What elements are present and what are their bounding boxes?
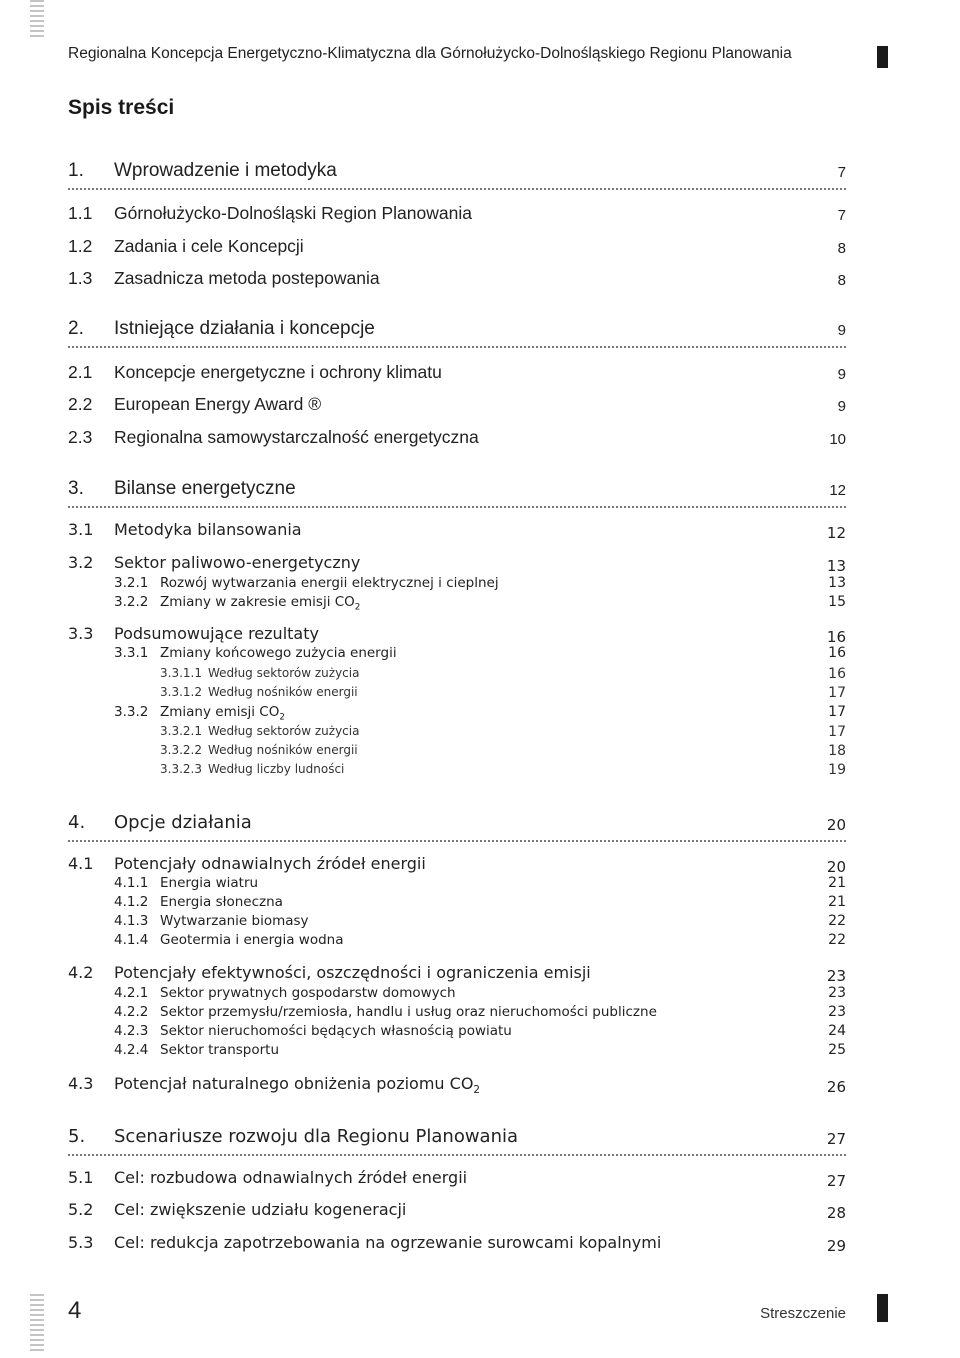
toc-entry-number: 3.2.2 (114, 594, 149, 610)
toc-entry-label: Cel: zwiększenie udziału kogeneracji (114, 1200, 407, 1219)
toc-entry-label: Wytwarzanie biomasy (160, 913, 309, 929)
toc-entry-number: 3.3.1.1 (160, 666, 202, 680)
toc-entry-label: Zmiany końcowego zużycia energii (160, 645, 397, 661)
toc-entry-page: 24 (828, 1023, 846, 1039)
toc-entry-number: 1.2 (68, 236, 93, 256)
toc-entry-number: 1.1 (68, 203, 93, 223)
toc-entry-label: Potencjał naturalnego obniżenia poziomu $CO_2$ (114, 1074, 481, 1097)
toc-entry[interactable] (68, 553, 846, 577)
toc-entry-label: Podsumowujące rezultaty (114, 624, 319, 643)
toc-entry-page: 13 (826, 557, 846, 575)
toc-entry-page: 22 (828, 913, 846, 929)
toc-entry-page: 15 (828, 594, 846, 610)
toc-entry-page: 29 (826, 1237, 846, 1255)
toc-entry[interactable] (68, 724, 846, 742)
toc-title: Spis treści (68, 96, 175, 119)
toc-entry-page: 10 (829, 431, 846, 448)
toc-entry-number: 4.1.1 (114, 875, 149, 891)
toc-entry-label: Zadania i cele Koncepcji (114, 236, 304, 256)
toc-entry-page: 16 (828, 645, 846, 661)
toc-entry-page: 27 (826, 1172, 846, 1190)
toc-entry-number: 4.1.4 (114, 932, 149, 948)
toc-entry-label: Potencjały efektywności, oszczędności i ograniczenia emisji (114, 963, 591, 982)
toc-entry[interactable] (68, 743, 846, 761)
toc-entry[interactable] (68, 268, 846, 292)
toc-entry-number: 3.2.1 (114, 575, 149, 591)
toc-entry-page: 23 (826, 967, 846, 985)
toc-entry-page: 12 (826, 524, 846, 542)
toc-entry-label: Sektor prywatnych gospodarstw domowych (160, 985, 456, 1001)
toc-entry-page: 17 (828, 724, 846, 740)
toc-entry[interactable] (68, 666, 846, 684)
toc-entry-number: 2. (68, 318, 84, 339)
toc-entry[interactable] (68, 427, 846, 451)
toc-entry[interactable] (68, 594, 846, 612)
toc-entry[interactable] (68, 203, 846, 227)
toc-entry[interactable] (68, 875, 846, 893)
toc-entry[interactable] (68, 685, 846, 703)
toc-entry-page: 16 (828, 666, 846, 682)
toc-entry-label: Sektor transportu (160, 1042, 280, 1058)
toc-entry-label: Według nośników energii (208, 685, 358, 699)
toc-entry-number: 3.1 (68, 520, 94, 539)
decorative-lines-bottom (30, 1294, 44, 1354)
toc-entry-label: Istniejące działania i koncepcje (114, 318, 375, 339)
toc-entry-page: 8 (837, 240, 846, 257)
toc-entry-page: 28 (826, 1204, 846, 1222)
toc-entry-page: 20 (826, 858, 846, 876)
toc-entry[interactable] (68, 762, 846, 780)
toc-entry-page: 9 (837, 366, 846, 383)
toc-entry-number: 4.1 (68, 854, 94, 873)
toc-entry-page: 20 (826, 816, 846, 834)
toc-entry-subscript: 2 (473, 1084, 481, 1097)
toc-entry-page: 26 (826, 1078, 846, 1096)
toc-entry-number: 3.3.1.2 (160, 685, 202, 699)
toc-entry-number: 5.1 (68, 1168, 94, 1187)
toc-entry-number: 4.2.3 (114, 1023, 149, 1039)
toc-entry[interactable] (68, 394, 846, 418)
toc-entry-label: Cel: redukcja zapotrzebowania na ogrzewanie surowcami kopalnymi (114, 1233, 662, 1252)
toc-entry-page: 22 (828, 932, 846, 948)
toc-entry-number: 1.3 (68, 268, 93, 288)
toc-entry-page: 16 (826, 628, 846, 646)
toc-entry[interactable] (68, 1126, 846, 1156)
toc-entry-number: 3.3 (68, 624, 94, 643)
toc-entry-page: 17 (828, 685, 846, 701)
toc-entry-label: Według nośników energii (208, 743, 358, 757)
toc-entry-label: Sektor paliwowo-energetyczny (114, 553, 361, 572)
toc-entry-number: 4.2.1 (114, 985, 149, 1001)
toc-entry-label: Według liczby ludności (208, 762, 345, 776)
toc-entry-page: 7 (837, 164, 846, 181)
toc-entry-number: 3.3.2.2 (160, 743, 202, 757)
toc-entry-number: 4.1.2 (114, 894, 149, 910)
toc-entry-number: 4.2 (68, 963, 94, 982)
toc-entry-number: 3. (68, 478, 84, 499)
toc-entry-subscript: 2 (279, 712, 285, 723)
toc-entry-page: 21 (828, 894, 846, 910)
toc-entry[interactable] (68, 1074, 846, 1098)
toc-entry[interactable] (68, 1168, 846, 1192)
footer-section-label: Streszczenie (760, 1305, 846, 1322)
toc-entry[interactable] (68, 1200, 846, 1224)
toc-entry-label: Geotermia i energia wodna (160, 932, 344, 948)
toc-entry-page: 7 (837, 207, 846, 224)
toc-entry-page: 12 (829, 482, 846, 499)
toc-entry-page: 25 (828, 1042, 846, 1058)
toc-entry-page: 19 (828, 762, 846, 778)
toc-entry-page: 23 (828, 1004, 846, 1020)
toc-entry-number: 5.2 (68, 1200, 94, 1219)
toc-entry-label: Koncepcje energetyczne i ochrony klimatu (114, 362, 442, 382)
toc-entry-number: 3.3.2.1 (160, 724, 202, 738)
toc-entry-label: Według sektorów zużycia (208, 724, 360, 738)
toc-entry-number: 3.3.2 (114, 704, 149, 720)
toc-entry-number: 3.3.2.3 (160, 762, 202, 776)
toc-entry-page: 8 (837, 272, 846, 289)
toc-entry-number: 1. (68, 160, 84, 181)
toc-entry[interactable] (68, 318, 846, 348)
decorative-bar-bottom (877, 1294, 888, 1322)
toc-entry[interactable] (68, 520, 846, 544)
toc-entry-number: 2.2 (68, 394, 93, 414)
toc-entry-number: 4.2.4 (114, 1042, 149, 1058)
toc-entry-page: 9 (837, 398, 846, 415)
toc-entry-number: 2.3 (68, 427, 93, 447)
toc-entry[interactable] (68, 963, 846, 987)
decorative-lines-top (30, 0, 44, 40)
toc-entry-label: Cel: rozbudowa odnawialnych źródeł energii (114, 1168, 468, 1187)
toc-entry-number: 5.3 (68, 1233, 94, 1252)
toc-entry[interactable] (68, 645, 846, 663)
page-number: 4 (68, 1297, 82, 1324)
toc-entry-label: Według sektorów zużycia (208, 666, 360, 680)
toc-entry[interactable] (68, 362, 846, 386)
toc-entry-page: 27 (826, 1130, 846, 1148)
toc-entry-number: 4.1.3 (114, 913, 149, 929)
toc-entry-number: 3.3.1 (114, 645, 149, 661)
toc-entry-page: 18 (828, 743, 846, 759)
toc-entry[interactable] (68, 913, 846, 931)
toc-entry-page: 21 (828, 875, 846, 891)
toc-entry-label: Rozwój wytwarzania energii elektrycznej i cieplnej (160, 575, 499, 591)
toc-entry-number: 5. (68, 1126, 86, 1147)
toc-entry-label: Górnołużycko-Dolnośląski Region Planowania (114, 203, 472, 223)
toc-entry-label: Regionalna samowystarczalność energetyczna (114, 427, 479, 447)
toc-entry-label: Zasadnicza metoda postepowania (114, 268, 380, 288)
toc-entry[interactable] (68, 985, 846, 1003)
toc-entry-label: Zmiany w zakresie emisji $CO_2$ (160, 594, 361, 613)
toc-entry[interactable] (68, 575, 846, 593)
toc-entry-label: Potencjały odnawialnych źródeł energii (114, 854, 426, 873)
toc-entry[interactable] (68, 704, 846, 722)
toc-entry-label: Zmiany emisji $CO_2$ (160, 704, 285, 723)
toc-entry[interactable] (68, 478, 846, 508)
toc-entry[interactable] (68, 812, 846, 842)
toc-entry-number: 3.2 (68, 553, 94, 572)
toc-entry-page: 17 (828, 704, 846, 720)
decorative-bar-top (877, 46, 888, 68)
toc-entry[interactable] (68, 1233, 846, 1257)
toc-entry-label: Sektor nieruchomości będących własnością powiatu (160, 1023, 512, 1039)
toc-entry-label: Opcje działania (114, 812, 252, 833)
toc-entry-label: Metodyka bilansowania (114, 520, 302, 539)
toc-entry-number: 4.2.2 (114, 1004, 149, 1020)
toc-entry[interactable] (68, 932, 846, 950)
toc-entry[interactable] (68, 1004, 846, 1022)
toc-entry[interactable] (68, 1023, 846, 1041)
toc-entry-page: 9 (837, 322, 846, 339)
toc-entry-number: 2.1 (68, 362, 93, 382)
toc-entry-label: Wprowadzenie i metodyka (114, 160, 337, 181)
toc-entry[interactable] (68, 160, 846, 190)
toc-entry-label: Scenariusze rozwoju dla Regionu Planowania (114, 1126, 519, 1147)
toc-entry[interactable] (68, 894, 846, 912)
toc-entry-label: European Energy Award ® (114, 394, 322, 414)
toc-entry-page: 13 (828, 575, 846, 591)
toc-entry-label: Bilanse energetyczne (114, 478, 296, 499)
toc-entry-subscript: 2 (354, 602, 361, 613)
toc-entry-label: Energia słoneczna (160, 894, 283, 910)
running-header: Regionalna Koncepcja Energetyczno-Klimatyczna dla Górnołużycko-Dolnośląskiego Regionu Planowania (68, 45, 792, 62)
toc-entry-label: Sektor przemysłu/rzemiosła, handlu i usług oraz nieruchomości publiczne (160, 1004, 657, 1020)
toc-entry-page: 23 (828, 985, 846, 1001)
toc-entry-number: 4. (68, 812, 86, 833)
toc-entry-label: Energia wiatru (160, 875, 259, 891)
toc-entry[interactable] (68, 1042, 846, 1060)
toc-entry[interactable] (68, 236, 846, 260)
toc-entry-number: 4.3 (68, 1074, 94, 1093)
